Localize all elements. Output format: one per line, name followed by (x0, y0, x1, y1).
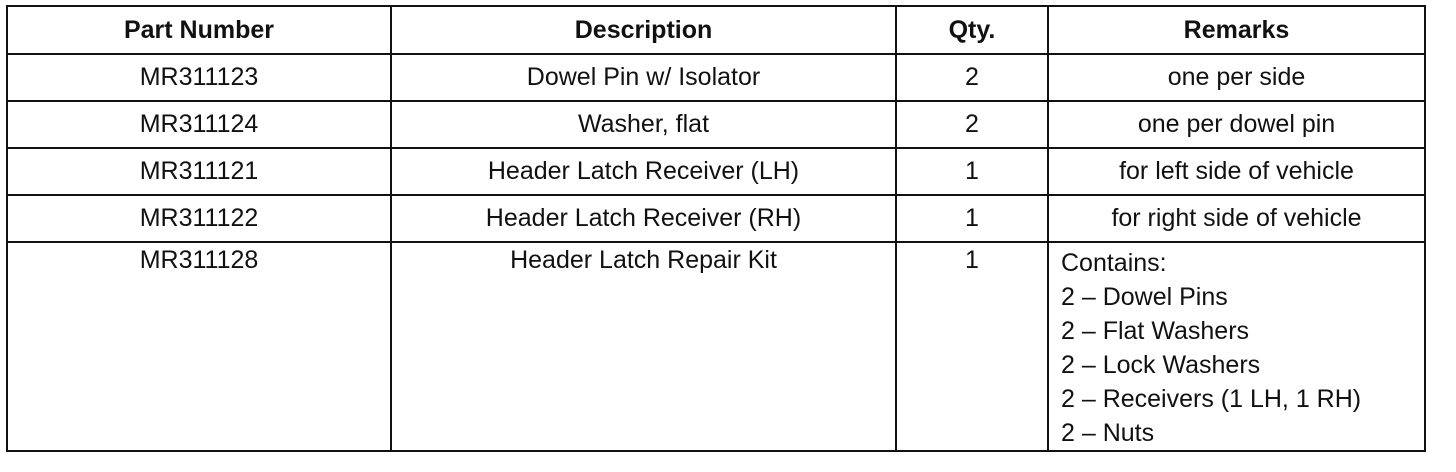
cell-description: Header Latch Repair Kit (391, 242, 896, 451)
cell-qty: 2 (896, 54, 1048, 101)
remarks-line: 2 – Lock Washers (1061, 351, 1261, 379)
table-header (7, 6, 1425, 54)
cell-remarks: for left side of vehicle (1048, 148, 1425, 195)
parts-table (6, 5, 1426, 452)
table-row (7, 54, 1425, 101)
cell-part-number: MR311122 (7, 195, 391, 242)
cell-part-number: MR311124 (7, 101, 391, 148)
cell-qty: 2 (896, 101, 1048, 148)
remarks-line: 2 – Receivers (1 LH, 1 RH) (1061, 385, 1362, 413)
cell-remarks: for right side of vehicle (1048, 195, 1425, 242)
cell-description: Header Latch Receiver (LH) (391, 148, 896, 195)
remarks-line: 2 – Nuts (1061, 419, 1155, 447)
cell-remarks: one per dowel pin (1048, 101, 1425, 148)
cell-remarks: one per side (1048, 54, 1425, 101)
cell-part-number: MR311128 (7, 242, 391, 451)
header-description: Description (391, 6, 896, 54)
cell-description: Washer, flat (391, 101, 896, 148)
remarks-line: 2 – Flat Washers (1061, 317, 1250, 345)
table-row (7, 148, 1425, 195)
cell-qty: 1 (896, 195, 1048, 242)
cell-part-number: MR311123 (7, 54, 391, 101)
header-part-number: Part Number (7, 6, 391, 54)
cell-remarks-list (1048, 242, 1425, 451)
cell-qty: 1 (896, 242, 1048, 451)
header-row (7, 6, 1425, 54)
cell-description: Header Latch Receiver (RH) (391, 195, 896, 242)
header-qty: Qty. (896, 6, 1048, 54)
table-row (7, 195, 1425, 242)
table-row (7, 101, 1425, 148)
table-body (7, 54, 1425, 451)
remarks-line: Contains: (1061, 249, 1167, 277)
remarks-line: 2 – Dowel Pins (1061, 283, 1228, 311)
header-remarks: Remarks (1048, 6, 1425, 54)
cell-description: Dowel Pin w/ Isolator (391, 54, 896, 101)
cell-part-number: MR311121 (7, 148, 391, 195)
table-row (7, 242, 1425, 451)
cell-qty: 1 (896, 148, 1048, 195)
